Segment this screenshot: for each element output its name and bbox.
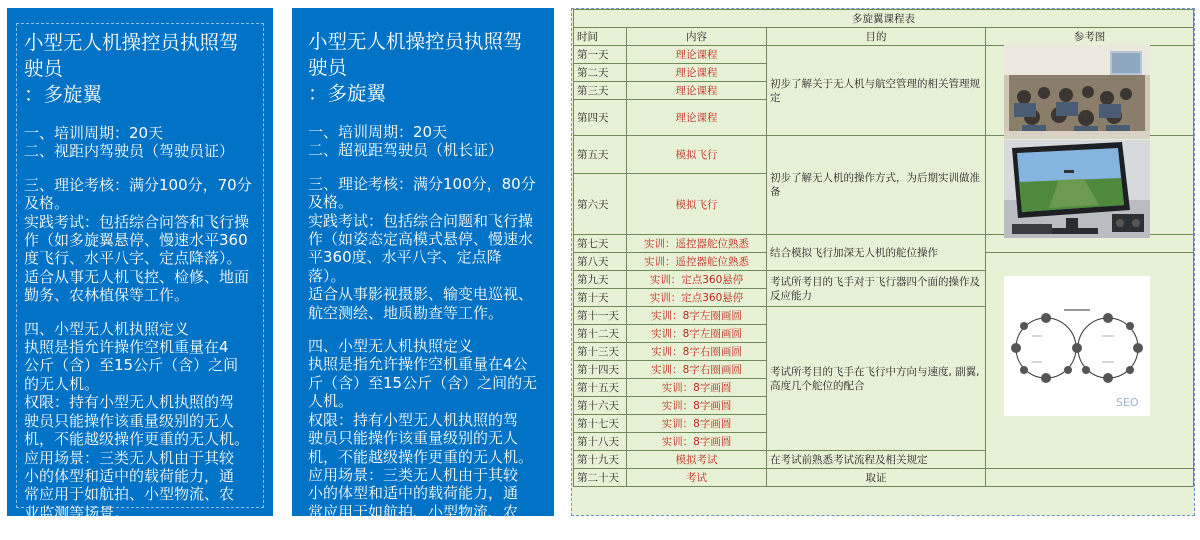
right-scenario: 应用场景：三类无人机由于其较 小的体型和适中的载荷能力，通 常应用于如航拍、小型物流、农 业监测等场景。	[308, 465, 519, 540]
header-content: 内容	[627, 28, 767, 46]
content-cell: 实训：8字右圈画圆	[627, 361, 767, 379]
content-cell: 实训：定点360悬停	[627, 271, 767, 289]
content-cell: 考试	[627, 469, 767, 487]
day-cell: 第十四天	[574, 361, 627, 379]
right-training-cycle: 一、培训周期：20天 二、超视距驾驶员（机长证）	[308, 123, 504, 160]
left-theory-exam: 三、理论考核：满分100分，70分 及格。	[24, 175, 252, 213]
content-cell: 理论课程	[627, 64, 767, 82]
content-cell: 理论课程	[627, 82, 767, 100]
day-cell: 第二天	[574, 64, 627, 82]
content-cell: 实训：定点360悬停	[627, 289, 767, 307]
reference-image-cell	[986, 469, 1194, 487]
day-cell: 第六天	[574, 174, 627, 235]
right-license-panel	[292, 8, 554, 540]
content-cell: 实训：遥控器舵位熟悉	[627, 235, 767, 253]
header-purpose: 目的	[767, 28, 986, 46]
day-cell: 第五天	[574, 136, 627, 174]
content-cell: 实训：8字画圆	[627, 433, 767, 451]
purpose-cell: 在考试前熟悉考试流程及相关规定	[767, 451, 986, 469]
header-time: 时间	[574, 28, 627, 46]
day-cell: 第十天	[574, 289, 627, 307]
left-practice-exam: 实践考试：包括综合问答和飞行操 作（如多旋翼悬停、慢速水平360 度飞行、水平八字、定点降落）。 适合从事无人机飞控、检修、地面 勤务、农林植保等工作。	[24, 212, 250, 305]
right-authority: 权限：持有小型无人机执照的驾 驶员只能操作该重量级别的无人 机，不能越级操作更重的无人机。	[308, 410, 534, 466]
left-scenario: 应用场景：三类无人机由于其较 小的体型和适中的载荷能力，通 常应用于如航拍、小型物流、农 业监测等场景。	[24, 448, 235, 522]
day-cell: 第十二天	[574, 325, 627, 343]
flight-pattern-diagram	[1004, 276, 1150, 416]
day-cell: 第七天	[574, 235, 627, 253]
right-practice-exam: 实践考试：包括综合问题和飞行操 作（如姿态定高模式悬停、慢速水 平360度、水平八字、定点降落）。 适合从事影视摄影、输变电巡视、 航空测绘、地质勘查等工作。	[308, 211, 534, 322]
content-cell: 模拟飞行	[627, 174, 767, 235]
purpose-cell: 初步了解无人机的操作方式，为后期实训做准备	[767, 136, 986, 235]
content-cell: 实训：8字左圈画圆	[627, 325, 767, 343]
day-cell: 第十五天	[574, 379, 627, 397]
diagram-watermark: SEO	[1116, 396, 1139, 409]
classroom-photo	[1004, 45, 1150, 139]
course-schedule-sheet	[571, 8, 1195, 516]
table-title: 多旋翼课程表	[574, 10, 1194, 28]
content-cell: 模拟考试	[627, 451, 767, 469]
content-cell: 实训：遥控器舵位熟悉	[627, 253, 767, 271]
day-cell: 第八天	[574, 253, 627, 271]
header-reference-image: 参考图	[986, 28, 1194, 46]
right-panel-frame	[301, 23, 545, 540]
day-cell: 第十三天	[574, 343, 627, 361]
day-cell: 第十六天	[574, 397, 627, 415]
right-license-definition: 四、小型无人机执照定义 执照是指允许操作空机重量在4公 斤（含）至15公斤（含）之间的无 人机。	[308, 337, 538, 411]
day-cell: 第十一天	[574, 307, 627, 325]
left-license-definition: 四、小型无人机执照定义 执照是指允许操作空机重量在4 公斤（含）至15公斤（含）之间 的无人机。	[24, 319, 239, 393]
left-panel-frame	[16, 23, 264, 522]
day-cell: 第十九天	[574, 451, 627, 469]
day-cell: 第一天	[574, 46, 627, 64]
day-cell: 第九天	[574, 271, 627, 289]
content-cell: 模拟飞行	[627, 136, 767, 174]
right-theory-exam: 三、理论考核：满分100分，80分 及格。	[308, 174, 536, 212]
left-panel-title: 小型无人机操控员执照驾驶员 ：多旋翼	[24, 31, 239, 106]
content-cell: 理论课程	[627, 46, 767, 64]
purpose-cell: 考试所考目的飞手在飞行中方向与速度, 副翼, 高度几个舵位的配合	[767, 307, 986, 451]
day-cell: 第三天	[574, 82, 627, 100]
day-cell: 第二十天	[574, 469, 627, 487]
day-cell: 第四天	[574, 100, 627, 136]
content-cell: 理论课程	[627, 100, 767, 136]
day-cell: 第十八天	[574, 433, 627, 451]
left-license-panel	[7, 8, 273, 522]
left-training-cycle: 一、培训周期：20天 二、视距内驾驶员（驾驶员证）	[24, 124, 235, 161]
flight-simulator-photo	[1004, 140, 1150, 238]
left-authority: 权限：持有小型无人机执照的驾 驶员只能操作该重量级别的无人 机，不能越级操作更重的无人机。	[24, 393, 250, 449]
content-cell: 实训：8字画圆	[627, 415, 767, 433]
content-cell: 实训：8字右圈画圆	[627, 343, 767, 361]
content-cell: 实训：8字左圈画圆	[627, 307, 767, 325]
day-cell: 第十七天	[574, 415, 627, 433]
purpose-cell: 考试所考目的飞手对于飞行器四个面的操作及反应能力	[767, 271, 986, 307]
purpose-cell: 取证	[767, 469, 986, 487]
content-cell: 实训：8字画圆	[627, 379, 767, 397]
content-cell: 实训：8字画圆	[627, 397, 767, 415]
right-panel-title: 小型无人机操控员执照驾驶员 ：多旋翼	[308, 30, 523, 105]
purpose-cell: 结合模拟飞行加深无人机的舵位操作	[767, 235, 986, 271]
purpose-cell: 初步了解关于无人机与航空管理的相关管理规定	[767, 46, 986, 136]
